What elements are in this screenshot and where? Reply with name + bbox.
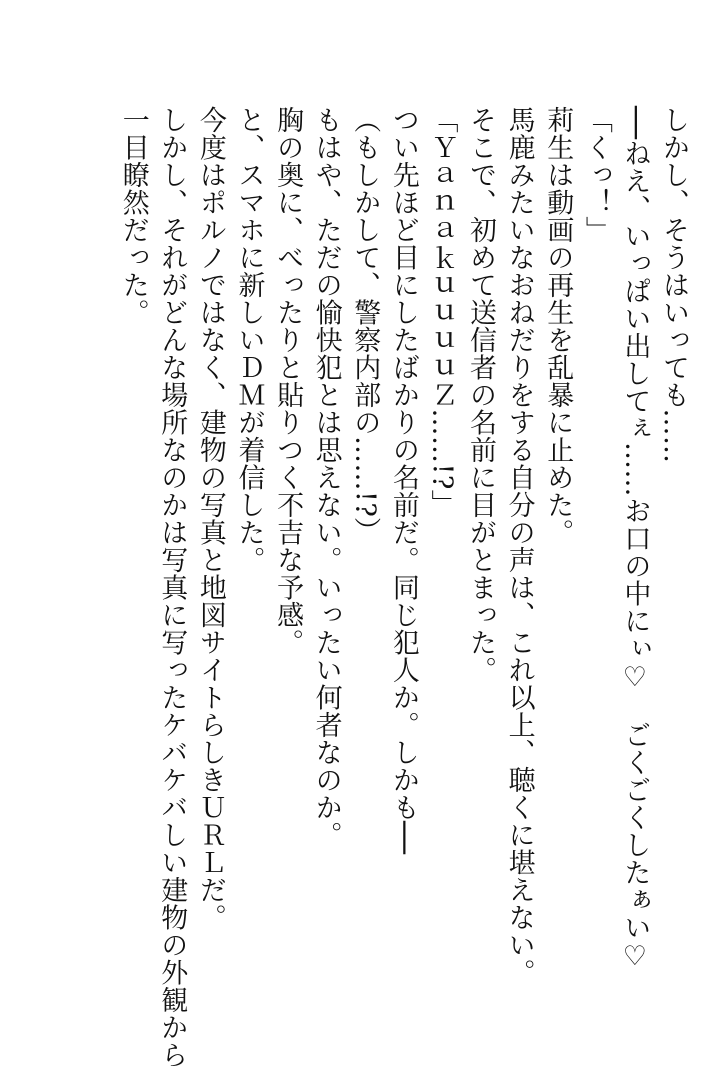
text-line: しかし、そうはいっても……	[658, 106, 689, 464]
text-line: 胸の奥に、べったりと貼りつく不吉な予感。	[272, 106, 304, 656]
text-line: 今度はポルノではなく、建物の写真と地図サイトらしきＵＲＬだ。	[194, 106, 226, 931]
text-line: 一目瞭然だった。	[117, 106, 149, 326]
text-line: しかし、それがどんな場所なのかは写真に写ったケバケバしい建物の外観から	[156, 106, 188, 1069]
text-line: 馬鹿みたいなおねだりをする自分の声は、これ以上、聴くに堪えない。	[503, 106, 535, 986]
vertical-text-body	[113, 106, 692, 1069]
text-line: 「ＹａｎａｋｕｕｕｕＺ……!?」	[426, 106, 458, 518]
text-line: そこで、初めて送信者の名前に目がとまった。	[465, 106, 497, 684]
text-line: ──ねえ、いっぱい出してぇ……お口の中にぃ♡ ごくごくしたぁい♡	[619, 106, 651, 973]
text-line: （もしかして、警察内部の……!?）	[349, 106, 381, 545]
text-line: もはや、ただの愉快犯とは思えない。いったい何者なのか。	[310, 106, 342, 849]
text-line: と、スマホに新しいＤＭが着信した。	[233, 106, 265, 574]
text-line: 「くっ！」	[580, 106, 612, 244]
text-line: つい先ほど目にしたばかりの名前だ。同じ犯人か。しかも──	[387, 106, 419, 855]
text-line: 莉生は動画の再生を乱暴に止めた。	[542, 106, 574, 546]
